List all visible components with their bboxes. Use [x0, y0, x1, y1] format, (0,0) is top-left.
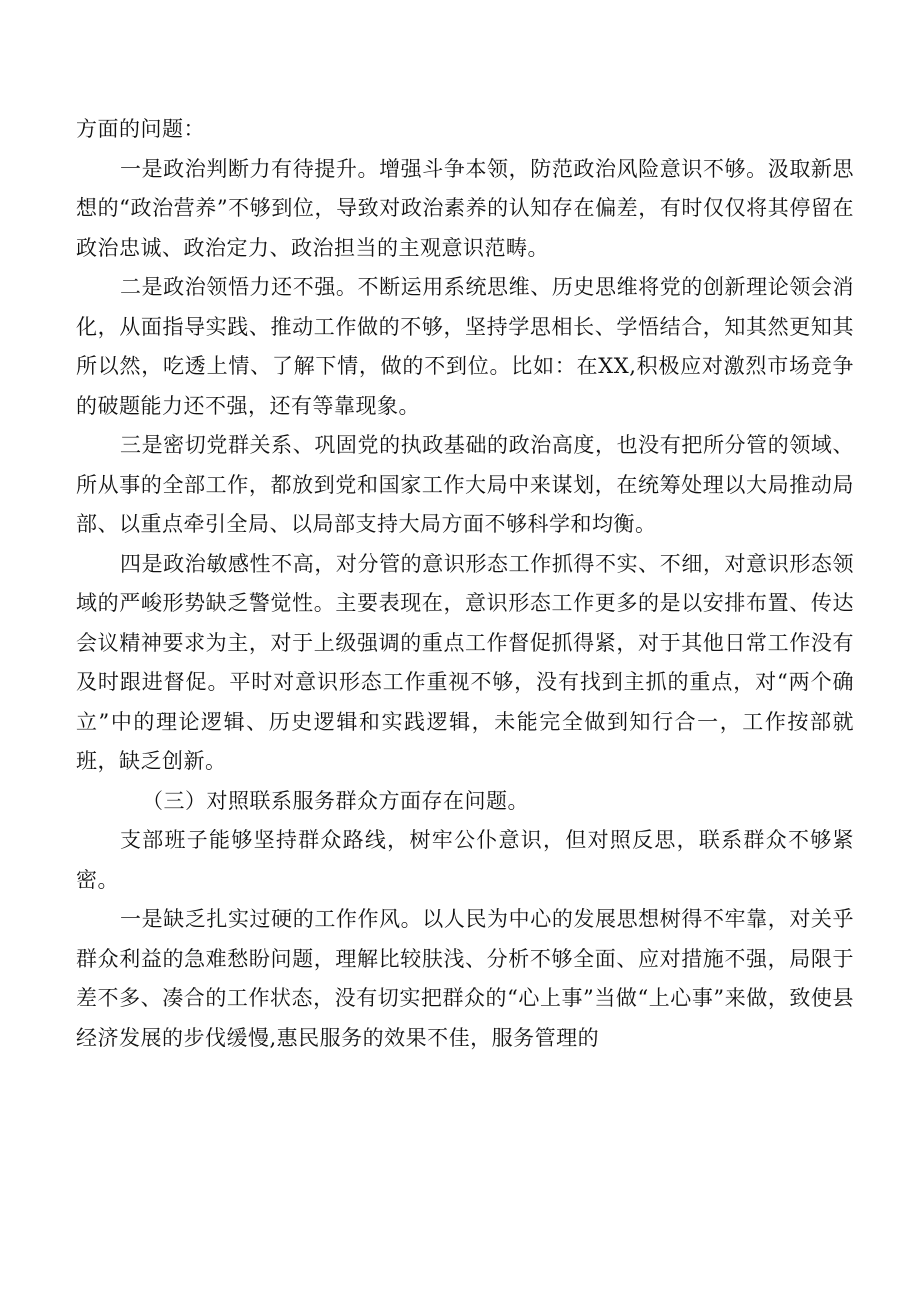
paragraph-work-style: 一是缺乏扎实过硬的工作作风。以人民为中心的发展思想树得不牢靠，对关乎群众利益的急难愁盼问题，理解比较肤浅、分析不够全面、应对措施不强，局限于差不多、凑合的工作状态，没有切实把群众的“心上事”当做“上心事”来做，致使县经济发展的步伐缓慢,惠民服务的效果不佳，服务管理的 — [76, 907, 854, 1050]
paragraph-party-mass-relations: 三是密切党群关系、巩固党的执政基础的政治高度，也没有把所分管的领域、所从事的全部工作，都放到党和国家工作大局中来谋划，在统筹处理以大局推动局部、以重点牵引全局、以局部支持大局方面不够科学和均衡。 — [76, 433, 854, 536]
document-body — [76, 110, 854, 1058]
paragraph-branch-team: 支部班子能够坚持群众路线，树牢公仆意识，但对照反思，联系群众不够紧密。 — [76, 828, 854, 892]
paragraph-intro: 方面的问题： — [76, 117, 205, 141]
paragraph-political-judgment: 一是政治判断力有待提升。增强斗争本领，防范政治风险意识不够。汲取新思想的“政治营养”不够到位，导致对政治素养的认知存在偏差，有时仅仅将其停留在政治忠诚、政治定力、政治担当的主观意识范畴。 — [76, 156, 854, 260]
section-heading-serving-masses: （三）对照联系服务群众方面存在问题。 — [142, 788, 529, 813]
paragraph-political-comprehension: 二是政治领悟力还不强。不断运用系统思维、历史思维将党的创新理论领会消化，从面指导实践、推动工作做的不够，坚持学思相长、学悟结合，知其然更知其所以然，吃透上情、了解下情，做的不到位。比如：在XX,积极应对激烈市场竞争的破题能力还不强，还有等靠现象。 — [76, 275, 854, 418]
paragraph-political-sensitivity: 四是政治敏感性不高，对分管的意识形态工作抓得不实、不细，对意识形态领域的严峻形势缺乏警觉性。主要表现在，意识形态工作更多的是以安排布置、传达会议精神要求为主，对于上级强调的重点工作督促抓得紧，对于其他日常工作没有及时跟进督促。平时对意识形态工作重视不够，没有找到主抓的重点，对“两个确立”中的理论逻辑、历史逻辑和实践逻辑，未能完全做到知行合一，工作按部就班，缺乏创新。 — [76, 551, 854, 773]
